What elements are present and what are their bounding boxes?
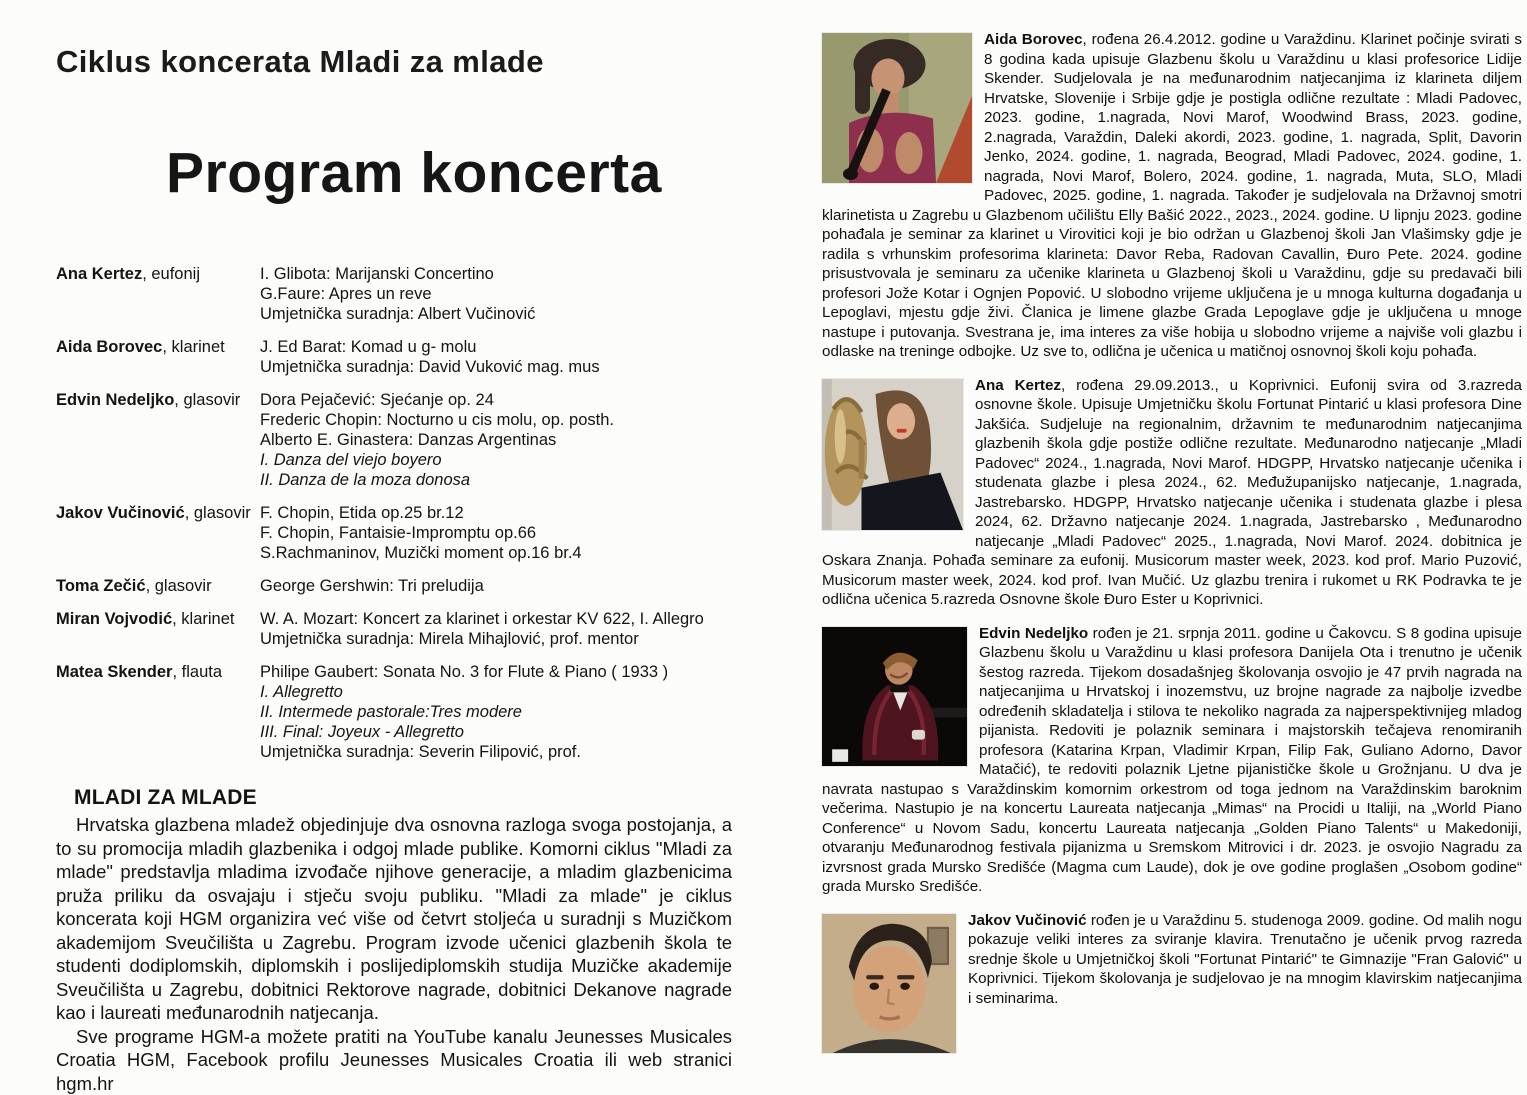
program-item bbox=[56, 662, 732, 762]
bio-text: , rođena 29.09.2013., u Koprivnici. Eufonij svira od 3.razreda osnovne škole. Upisuje Umjetničku školu Fortunat Pintarić u klasi profesora Dine Jakšića. Sudjeluje na regionalnim, državnim te međunarodnim natjecanjima glazbenih škola gdje postiže odlične rezultate. Međunarodno natjecanje „Mladi Padovec“ 2024., 1.nagrada, Novi Marof. HDGPP, Hrvatsko natjecanje učenika i studenata glazbe i plesa 2024., 62. Međužupanijsko natjecanje, 1.nagrada, Jastrebarsko. HDGPP, Hrvatsko natjecanje učenika i studenata glazbe i plesa 2024, 62. Državno natjecanje 2024. 1.nagrada, Jastrebarsko , Međunarodno natjecanje „Mladi Padovec“ 2025., 1.nagrada, Novi Marof. 2024. dobitnica je Oskara Znanja. Pohađa seminare za eufonij. Musicorum master week, 2023. kod prof. Mario Puzović, Musicorum master week, 2024. kod prof. Ivan Mučić. Uz glazbu trenira i rukomet u RK Podravka te je odlična učenica 5.razreda Osnovne škole Đuro Ester u Koprivnici. bbox=[822, 377, 1522, 609]
piece-line: Umjetnička suradnja: David Vuković mag. mus bbox=[260, 357, 732, 377]
piece-line: J. Ed Barat: Komad u g- molu bbox=[260, 337, 732, 357]
bio-text: , rođena 26.4.2012. godine u Varaždinu. Klarinet počinje svirati s 8 godina kada upisuje Glazbenu školu u Varaždinu u klasi profesorice Lidije Skender. Sudjelovala je na međunarodnim natjecanjima iz klarineta diljem Hrvatske, Slovenije i Srbije gdje je postigla odlične rezultate : Mladi Padovec, 2023. godine, 1.nagrada, Novi Marof, Woodwind Brass, 2023. godine, 2.nagrada, Varaždin, Daleki akordi, 2023. godine, 1. nagrada, Split, Davorin Jenko, 2024. godine, 1. nagrada, Beograd, Mladi Padovec, 2024. godine, 1. nagrada, Novi Marof, Bolero, 2024. godine, 1. nagrada, Muta, SLO, Mladi Padovec, 2025. godine, 1. nagrada. Također je sudjelovala na Državnoj smotri klarinetista u Zagrebu u Glazbenom učilištu Elly Bašić 2022., 2023., 2024. godine. U lipnju 2023. godine pohađala je seminar za klarinet u Virovitici koji je bio održan u Glazbenoj školi Jan Vlašimsky gdje je radila s vrhunskim profesorima klarineta: Davor Reba, Radovan Cavallin, Đuro Pete. 2024. godine prisustvovala je seminaru za učenike klarineta u Glazbenoj školi u Varaždinu, gdje su predavači bili profesori Jože Kotar i Ognjen Popović. U slobodno vrijeme uključena je u mnoga kulturna događanja u Lepoglavi, mjestu gdje živi. Članica je limene glazbe Grada Lepoglave gdje je uključena u mnoge nastupe i putovanja. Svestrana je, ima interes za više hobija u slobodno vrijeme a najviše voli glazbu i odlaske na treninge odbojke. Uz sve to, odlična je učenica u matičnoj osnovnoj školi koju pohađa. bbox=[822, 31, 1522, 360]
piece-line: S.Rachmaninov, Muzički moment op.16 br.4 bbox=[260, 543, 732, 563]
bio-name: Jakov Vučinović bbox=[968, 912, 1087, 929]
piece-line: Umjetnička suradnja: Mirela Mihajlović, prof. mentor bbox=[260, 629, 732, 649]
program-pieces bbox=[260, 390, 732, 490]
performer-instrument: , klarinet bbox=[172, 610, 234, 628]
performer-instrument: , glasovir bbox=[185, 504, 251, 522]
about-paragraph: Hrvatska glazbena mladež objedinjuje dva osnovna razloga svoga postojanja, a to su promocija mladih glazbenika i odgoj mlade publike. Komorni ciklus "Mladi za mlade" predstavlja mladima izvođače njihove generacije, a mladim glazbenicima pruža priliku da osvajaju i stječu svoju publiku. "Mladi za mlade" je ciklus koncerata koji HGM organizira već više od četvrt stoljeća u suradnji s Muzičkom akademijom Sveučilišta u Zagrebu. Program izvode učenici glazbenih škola te studenti dodiplomskih, diplomskih i poslijediplomskih studija Muzičke akademije Sveučilišta u Zagrebu, dobitnici Rektorove nagrade, dobitnici Dekanove nagrade kao i laureati međunarodnih natjecanja. bbox=[56, 813, 732, 1025]
piece-line: II. Intermede pastorale:Tres modere bbox=[260, 702, 732, 722]
performer-name: Miran Vojvodić bbox=[56, 610, 172, 628]
left-column bbox=[56, 44, 732, 1095]
bio-name: Ana Kertez bbox=[975, 377, 1061, 394]
program-item bbox=[56, 337, 732, 377]
piece-line: I. Danza del viejo boyero bbox=[260, 450, 732, 470]
euphonium-girl-photo-art bbox=[822, 379, 963, 530]
bio-text: rođen je 21. srpnja 2011. godine u Čakovcu. S 8 godina upisuje Glazbenu školu u Varaždinu u klasi profesora Danijela Ota i trenutno je učenik šestog razreda. Tijekom dosadašnjeg školovanja osvojio je 47 prvih nagrada na natjecanjima u Hrvatskoj i inozemstvu, uz brojne nagrade za najbolje izvedbe određenih skladatelja i stilova te nekoliko nagrada za najperspektivnijeg mladog pijanista. Redoviti je polaznik seminara i majstorskih tečajeva renomiranih profesora (Katarina Krpan, Vladimir Krpan, Filip Fak, Guliano Adorno, Davor Matačić), te redoviti polaznik Ljetne pijanističke škole u Grožnjanu. U dva je navrata nastupao s Varaždinskim komornim orkestrom od toga jednom na Varaždinskim baroknim večerima. Nastupio je na koncertu Laureata natjecanja „Mimas“ na Procidi u Italiji, na „World Piano Conference“ u Novom Sadu, koncertu Laureata natjecanja „Golden Piano Talents“ u Makedoniji, otvaranju Međunarodnog festivala pijanizma u Sremskom Mitrovici i dr. 2023. je osvojio Nagradu za izvrsnost grada Mursko Središće (Magma cum Laude), dok je ove godine proglašen „Osobom godine“ grada Mursko Središće. bbox=[822, 625, 1522, 896]
bio-ana-kertez bbox=[822, 376, 1522, 610]
piece-line: I. Allegretto bbox=[260, 682, 732, 702]
program-performer bbox=[56, 576, 260, 596]
photo-jakov-vucinovic bbox=[822, 914, 956, 1053]
piece-line: G.Faure: Apres un reve bbox=[260, 284, 732, 304]
piece-line: Umjetnička suradnja: Albert Vučinović bbox=[260, 304, 732, 324]
piece-line: George Gershwin: Tri preludija bbox=[260, 576, 732, 596]
performer-name: Ana Kertez bbox=[56, 265, 142, 283]
bio-aida-borovec bbox=[822, 30, 1522, 362]
performer-name: Matea Skender bbox=[56, 663, 172, 681]
bio-edvin-nedeljko bbox=[822, 624, 1522, 897]
about-paragraph: Sve programe HGM-a možete pratiti na YouTube kanalu Jeunesses Musicales Croatia HGM, Facebook profilu Jeunesses Musicales Croatia ili web stranici hgm.hr bbox=[56, 1025, 732, 1095]
program-performer bbox=[56, 337, 260, 377]
program-pieces bbox=[260, 609, 732, 649]
program-performer bbox=[56, 609, 260, 649]
performer-instrument: , eufonij bbox=[142, 265, 200, 283]
program-pieces bbox=[260, 503, 732, 563]
performer-instrument: , klarinet bbox=[162, 338, 224, 356]
piece-line: F. Chopin, Etida op.25 br.12 bbox=[260, 503, 732, 523]
program-pieces bbox=[260, 264, 732, 324]
photo-ana-kertez bbox=[822, 379, 963, 530]
performer-instrument: , glasovir bbox=[146, 577, 212, 595]
program-item bbox=[56, 390, 732, 490]
piece-line: I. Glibota: Marijanski Concertino bbox=[260, 264, 732, 284]
performer-instrument: , glasovir bbox=[174, 391, 240, 409]
bio-name: Edvin Nedeljko bbox=[979, 625, 1088, 642]
program-item bbox=[56, 576, 732, 596]
bio-jakov-vucinovic bbox=[822, 911, 1522, 1057]
program-performer bbox=[56, 503, 260, 563]
piece-line: Philipe Gaubert: Sonata No. 3 for Flute & Piano ( 1933 ) bbox=[260, 662, 732, 682]
portrait-boy-photo-art bbox=[822, 914, 956, 1053]
program-performer bbox=[56, 264, 260, 324]
pianist-boy-photo-art bbox=[822, 627, 967, 766]
performer-name: Aida Borovec bbox=[56, 338, 162, 356]
page-title: Program koncerta bbox=[166, 140, 732, 206]
program-pieces bbox=[260, 662, 732, 762]
piece-line: Dora Pejačević: Sjećanje op. 24 bbox=[260, 390, 732, 410]
program-item bbox=[56, 503, 732, 563]
photo-edvin-nedeljko bbox=[822, 627, 967, 766]
program-list bbox=[56, 264, 732, 762]
piece-line: Frederic Chopin: Nocturno u cis molu, op. posth. bbox=[260, 410, 732, 430]
program-performer bbox=[56, 390, 260, 490]
performer-name: Toma Zečić bbox=[56, 577, 146, 595]
bio-name: Aida Borovec bbox=[984, 31, 1083, 48]
performer-name: Edvin Nedeljko bbox=[56, 391, 174, 409]
piece-line: II. Danza de la moza donosa bbox=[260, 470, 732, 490]
performer-name: Jakov Vučinović bbox=[56, 504, 185, 522]
bios-column bbox=[822, 30, 1522, 1071]
series-title: Ciklus koncerata Mladi za mlade bbox=[56, 44, 732, 80]
piece-line: Alberto E. Ginastera: Danzas Argentinas bbox=[260, 430, 732, 450]
bio-text: rođen je u Varaždinu 5. studenoga 2009. godine. Od malih nogu pokazuje veliki interes za sviranje klavira. Trenutačno je učenik prvog razreda srednje škole u Umjetničkoj školi "Fortunat Pintarić" te Gimnazije "Fran Galović" u Koprivnici. Tijekom školovanja je sudjelovao je na mnogim klavirskim natjecanjima i seminarima. bbox=[968, 912, 1522, 1007]
about-heading: MLADI ZA MLADE bbox=[74, 786, 732, 810]
piece-line: III. Final: Joyeux - Allegretto bbox=[260, 722, 732, 742]
performer-instrument: , flauta bbox=[172, 663, 222, 681]
piece-line: Umjetnička suradnja: Severin Filipović, prof. bbox=[260, 742, 732, 762]
clarinet-girl-photo-art bbox=[822, 33, 972, 183]
piece-line: F. Chopin, Fantaisie-Impromptu op.66 bbox=[260, 523, 732, 543]
program-pieces bbox=[260, 576, 732, 596]
piece-line: W. A. Mozart: Koncert za klarinet i orkestar KV 622, I. Allegro bbox=[260, 609, 732, 629]
program-item bbox=[56, 609, 732, 649]
photo-aida-borovec bbox=[822, 33, 972, 183]
program-item bbox=[56, 264, 732, 324]
program-pieces bbox=[260, 337, 732, 377]
program-performer bbox=[56, 662, 260, 762]
about-section bbox=[56, 786, 732, 1095]
